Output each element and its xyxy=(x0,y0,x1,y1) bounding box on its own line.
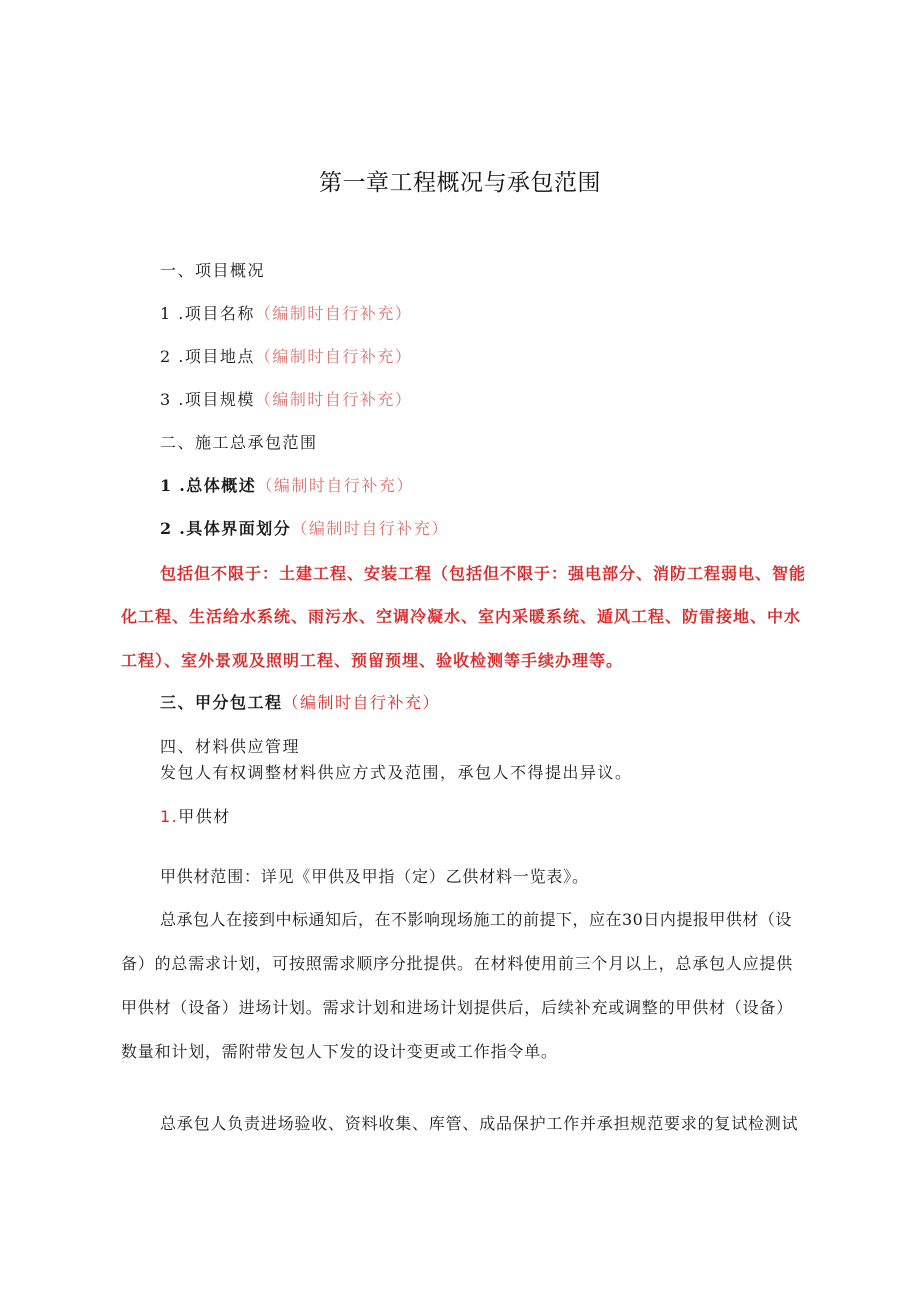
placeholder-note: （编制时自行补充） xyxy=(254,304,413,323)
paragraph-line: 总承包人在接到中标通知后，在不影响现场施工的前提下，应在30日内提报甲供材（设 xyxy=(160,910,792,929)
paragraph-line: 总承包人负责进场验收、资料收集、库管、成品保护工作并承担规范要求的复试检测试 xyxy=(160,1114,799,1133)
item-number: 1 xyxy=(160,304,172,323)
paragraph-line: 数量和计划，需附带发包人下发的设计变更或工作指令单。 xyxy=(121,1042,558,1061)
placeholder-note: （编制时自行补充） xyxy=(256,476,414,495)
item-number: 2 xyxy=(160,347,172,366)
scope-line-3: 工程）、室外景观及照明工程、预留预埋、验收检测等手续办理等。 xyxy=(121,651,624,670)
item-label: .具体界面划分 xyxy=(179,519,292,538)
list-item xyxy=(160,344,412,367)
section-2-heading: 二、施工总承包范围 xyxy=(160,433,318,452)
list-item xyxy=(160,387,412,410)
item-label: .项目名称 xyxy=(178,304,255,323)
subsection-label: 甲供材 xyxy=(178,807,231,826)
subsection-number: 1. xyxy=(160,807,179,826)
paragraph-line: 甲供材（设备）进场计划。需求计划和进场计划提供后，后续补充或调整的甲供材（设备） xyxy=(121,998,794,1017)
section-4-note: 发包人有权调整材料供应方式及范围，承包人不得提出异议。 xyxy=(160,763,633,782)
subsection-heading xyxy=(160,804,231,827)
item-number: 3 xyxy=(160,390,172,409)
placeholder-note: （编制时自行补充） xyxy=(291,519,449,538)
material-scope: 甲供材范围：详见《甲供及甲指（定）乙供材料一览表》。 xyxy=(160,867,589,886)
placeholder-note: （编制时自行补充） xyxy=(282,693,441,712)
list-item xyxy=(160,301,412,324)
section-3-heading xyxy=(160,690,440,713)
item-label: .项目地点 xyxy=(178,347,255,366)
item-number: 1 xyxy=(160,476,173,495)
placeholder-note: （编制时自行补充） xyxy=(254,390,413,409)
list-item xyxy=(160,516,449,539)
item-number: 2 xyxy=(160,519,173,538)
item-label: .项目规模 xyxy=(178,390,255,409)
scope-line-2: 化工程、生活给水系统、雨污水、空调冷凝水、室内采暖系统、遁风工程、防雷接地、中水 xyxy=(121,607,802,626)
placeholder-note: （编制时自行补充） xyxy=(254,347,413,366)
chapter-title: 第一章工程概况与承包范围 xyxy=(319,170,601,196)
scope-line-1: 包括但不限于：土建工程、安装工程（包括但不限于：强电部分、消防工程弱电、智能 xyxy=(160,564,807,583)
paragraph-line: 备）的总需求计划，可按照需求顺序分批提供。在材料使用前三个月以上，总承包人应提供 xyxy=(121,954,794,973)
section-1-heading: 一、项目概况 xyxy=(160,261,266,280)
section-4-heading: 四、材料供应管理 xyxy=(160,737,301,756)
list-item xyxy=(160,473,414,496)
section-3-title: 三、甲分包工程 xyxy=(160,693,283,712)
item-label: .总体概述 xyxy=(179,476,257,495)
